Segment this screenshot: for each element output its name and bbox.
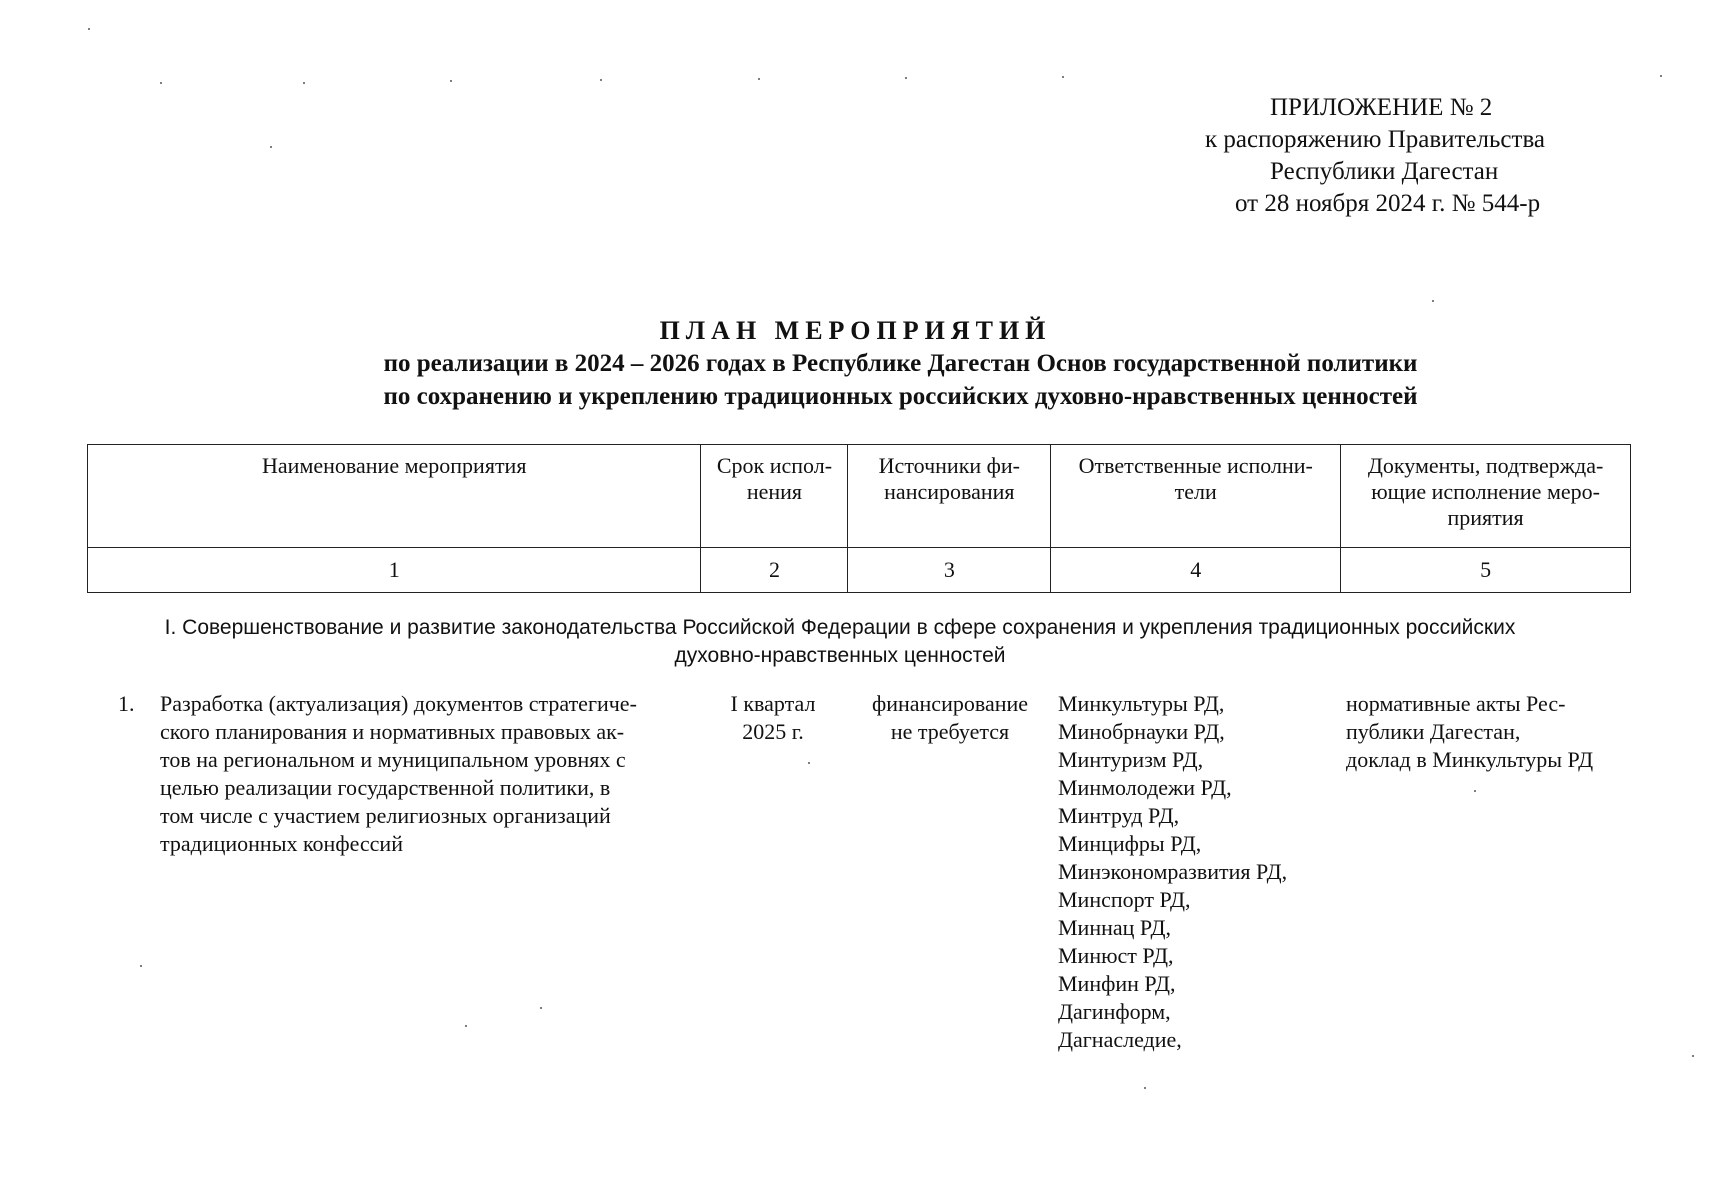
plan-table-header — [87, 444, 1631, 593]
responsible-item: Минюст РД, — [1058, 943, 1174, 968]
row-term-line: 2025 г. — [742, 719, 804, 744]
column-number: 1 — [88, 548, 701, 593]
header-cell-financing — [848, 445, 1051, 548]
appendix-title: ПРИЛОЖЕНИЕ № 2 — [1270, 94, 1493, 121]
header-cell-responsible — [1051, 445, 1341, 548]
scan-speckle — [140, 965, 142, 967]
scan-speckle — [88, 28, 90, 30]
scan-speckle — [758, 78, 760, 80]
responsible-item: Миннац РД, — [1058, 915, 1172, 940]
document-title — [0, 314, 1711, 413]
appendix-line: к распоряжению Правительства — [1205, 126, 1546, 153]
responsible-item: Минобрнауки РД, — [1058, 719, 1225, 744]
header-label: Ответственные исполни- — [1078, 453, 1313, 478]
scan-speckle — [1432, 300, 1434, 302]
header-label: Срок испол- — [716, 453, 833, 478]
header-label: ющие исполнение меро- — [1371, 479, 1600, 504]
header-label: нения — [746, 479, 803, 504]
section-line: духовно-нравственных ценностей — [674, 644, 1006, 667]
scan-speckle — [808, 762, 810, 764]
header-label: приятия — [1447, 505, 1524, 530]
scan-speckle — [160, 82, 162, 84]
appendix-block — [1140, 92, 1660, 220]
row-term — [712, 690, 834, 746]
row-name-line: том числе с участием религиозных организаций — [160, 803, 611, 828]
row-name — [160, 690, 680, 858]
header-label: Наименование мероприятия — [262, 453, 527, 478]
scan-speckle — [303, 82, 305, 84]
header-label: нансирования — [884, 479, 1015, 504]
document-item: доклад в Минкультуры РД — [1346, 747, 1594, 772]
title-line: по сохранению и укреплению традиционных российских духовно-нравственных ценностей — [383, 383, 1418, 410]
column-number-row — [88, 548, 1631, 593]
scan-speckle — [905, 77, 907, 79]
header-row — [88, 445, 1631, 548]
plan-heading: ПЛАН МЕРОПРИЯТИЙ — [659, 316, 1052, 345]
scan-speckle — [450, 80, 452, 82]
row-name-line: тов на региональном и муниципальном уровнях с — [160, 747, 626, 772]
row-financing — [855, 690, 1045, 746]
responsible-item: Минкультуры РД, — [1058, 691, 1225, 716]
row-term-line: I квартал — [730, 691, 816, 716]
row-responsible — [1058, 690, 1328, 1054]
scan-speckle — [270, 146, 272, 148]
header-label: Источники фи- — [878, 453, 1021, 478]
responsible-item: Минмолодежи РД, — [1058, 775, 1232, 800]
row-name-line: Разработка (актуализация) документов стратегиче- — [160, 691, 637, 716]
responsible-item: Минфин РД, — [1058, 971, 1176, 996]
responsible-item: Минцифры РД, — [1058, 831, 1202, 856]
row-documents — [1346, 690, 1646, 774]
column-number: 2 — [701, 548, 848, 593]
header-cell-term — [701, 445, 848, 548]
title-line: по реализации в 2024 – 2026 годах в Республике Дагестан Основ государственной политики — [383, 350, 1418, 377]
scan-speckle — [1474, 790, 1476, 792]
responsible-item: Минтуризм РД, — [1058, 747, 1204, 772]
responsible-item: Дагнаследие, — [1058, 1027, 1182, 1052]
document-item: нормативные акты Рес- — [1346, 691, 1566, 716]
header-label: Документы, подтвержда- — [1367, 453, 1604, 478]
scan-speckle — [600, 79, 602, 81]
document-item: публики Дагестан, — [1346, 719, 1521, 744]
scan-speckle — [540, 1007, 542, 1009]
scan-speckle — [1660, 75, 1662, 77]
row-financing-line: финансирование — [871, 691, 1029, 716]
scan-speckle — [465, 1025, 467, 1027]
section-line: I. Совершенствование и развитие законодательства Российской Федерации в сфере сохранения и укрепления традиционных российских — [164, 616, 1516, 639]
column-number: 4 — [1051, 548, 1341, 593]
row-name-line: ского планирования и нормативных правовых ак- — [160, 719, 625, 744]
responsible-item: Дагинформ, — [1058, 999, 1171, 1024]
column-number: 3 — [848, 548, 1051, 593]
scan-speckle — [1692, 1055, 1694, 1057]
responsible-item: Минэкономразвития РД, — [1058, 859, 1288, 884]
responsible-item: Минтруд РД, — [1058, 803, 1180, 828]
row-name-line: целью реализации государственной политики, в — [160, 775, 611, 800]
column-number: 5 — [1341, 548, 1631, 593]
header-cell-documents — [1341, 445, 1631, 548]
header-label: тели — [1174, 479, 1217, 504]
responsible-item: Минспорт РД, — [1058, 887, 1191, 912]
row-name-line: традиционных конфессий — [160, 831, 403, 856]
header-cell-name — [88, 445, 701, 548]
scan-speckle — [1144, 1087, 1146, 1089]
row-number: 1. — [118, 691, 135, 716]
section-heading — [120, 614, 1560, 670]
row-financing-line: не требуется — [890, 719, 1010, 744]
appendix-date: от 28 ноября 2024 г. № 544-р — [1235, 190, 1541, 217]
scan-speckle — [1062, 76, 1064, 78]
appendix-line: Республики Дагестан — [1270, 158, 1499, 185]
